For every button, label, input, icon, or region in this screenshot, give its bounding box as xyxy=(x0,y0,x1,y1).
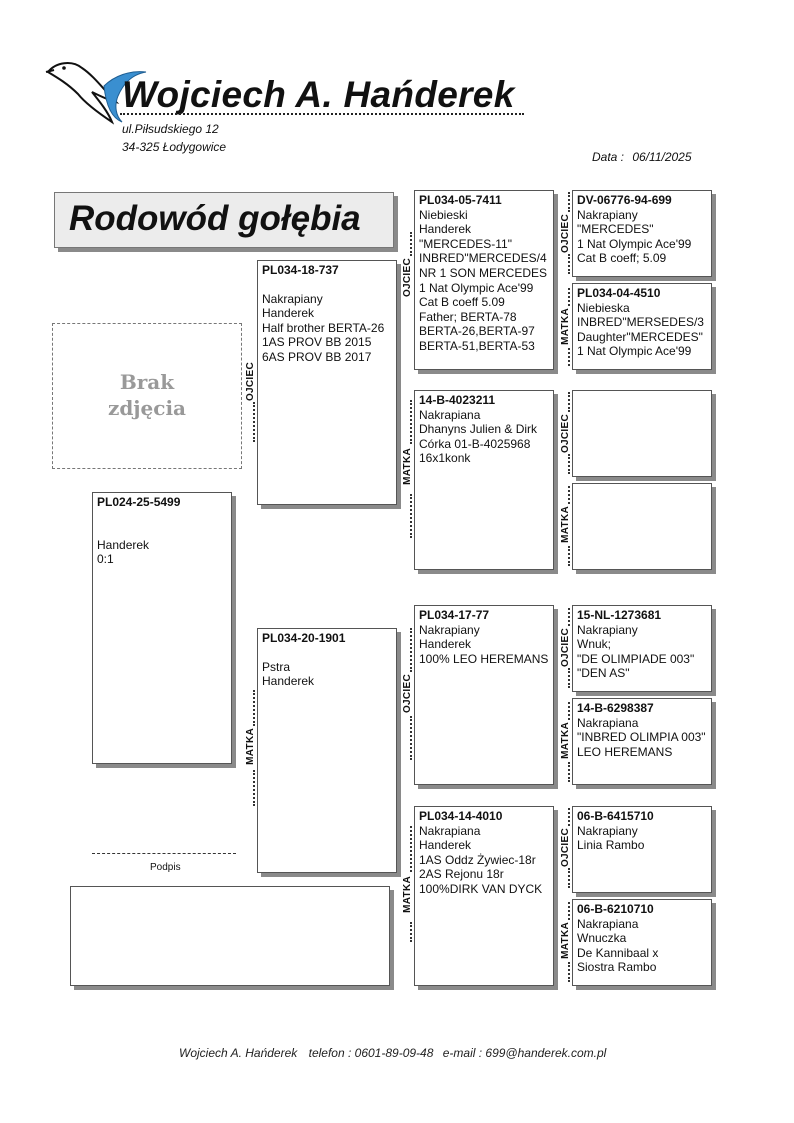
mm-ring: PL034-14-4010 xyxy=(419,809,503,823)
owner-name-heading: Wojciech A. Hańderek xyxy=(122,74,515,115)
fff-line: 1 Nat Olympic Ace'99 xyxy=(577,236,692,251)
mf-ring: PL034-17-77 xyxy=(419,608,490,622)
subject-line: Handerek xyxy=(97,537,150,552)
ffm-line: INBRED"MERSEDES/3 xyxy=(577,315,704,330)
fff-line: Nakrapiany xyxy=(577,207,638,222)
fm-line: 16x1konk xyxy=(419,451,471,466)
mmm-line: Wnuczka xyxy=(577,931,627,946)
mff-box xyxy=(572,605,712,692)
date-row xyxy=(592,150,692,164)
fm-line: Dhanyns Julien & Dirk xyxy=(419,422,538,437)
ff-line: Handerek xyxy=(419,222,472,237)
ff-label: OJCIEC xyxy=(402,258,413,298)
mff-line: Wnuk; xyxy=(577,637,612,652)
fm-box xyxy=(414,390,554,570)
signature-line xyxy=(92,853,236,854)
mmm-label: MATKA xyxy=(560,922,571,959)
fm-ring: 14-B-4023211 xyxy=(419,393,496,407)
fff-line: "MERCEDES" xyxy=(577,222,654,237)
mff-ring: 15-NL-1273681 xyxy=(577,608,662,622)
fmm-box xyxy=(572,483,712,570)
mmf-line: Linia Rambo xyxy=(577,838,645,853)
ff-label-dots-top xyxy=(410,232,412,256)
father-ring: PL034-18-737 xyxy=(262,263,339,277)
mfm-line: LEO HEREMANS xyxy=(577,744,673,759)
mmf-line: Nakrapiany xyxy=(577,823,638,838)
title-box xyxy=(54,192,394,248)
spacer xyxy=(97,510,227,524)
subject-box xyxy=(92,492,232,764)
spacer xyxy=(262,278,392,292)
mff-line: Nakrapiany xyxy=(577,622,638,637)
ff-line: 1 Nat Olympic Ace'99 xyxy=(419,280,534,295)
mfm-line: "INBRED OLIMPIA 003" xyxy=(577,730,706,745)
mff-line: "DEN AS" xyxy=(577,666,630,681)
mm-line: 100%DIRK VAN DYCK xyxy=(419,881,543,896)
fmf-label-dots-top xyxy=(568,392,570,412)
mmf-label-dots-bottom xyxy=(568,868,570,888)
ff-box xyxy=(414,190,554,370)
mmf-ring: 06-B-6415710 xyxy=(577,809,654,823)
ff-line: "MERCEDES-11" xyxy=(419,236,512,251)
mff-label-dots-top xyxy=(568,608,570,626)
mmf-label: OJCIEC xyxy=(560,828,571,868)
date-label: Data : xyxy=(592,150,625,164)
ff-ring: PL034-05-7411 xyxy=(419,193,502,207)
mother-label-dots-top xyxy=(253,690,255,726)
signature-label: Podpis xyxy=(150,862,181,873)
footer xyxy=(179,1046,606,1060)
address-line-1: ul.Piłsudskiego 12 xyxy=(122,122,219,136)
ff-line: BERTA-51,BERTA-53 xyxy=(419,338,535,353)
pedigree-title: Rodowód gołębia xyxy=(69,199,361,238)
ffm-line: Niebieska xyxy=(577,300,630,315)
ffm-line: Daughter"MERCEDES" xyxy=(577,329,703,344)
ff-line: NR 1 SON MERCEDES xyxy=(419,265,548,280)
header-underline xyxy=(120,113,524,115)
fff-line: Cat B coeff; 5.09 xyxy=(577,251,667,266)
ffm-line: 1 Nat Olympic Ace'99 xyxy=(577,344,692,359)
mff-line: "DE OLIMPIADE 003" xyxy=(577,651,695,666)
fmf-box xyxy=(572,390,712,477)
father-line: Nakrapiany xyxy=(262,291,323,306)
ffm-box xyxy=(572,283,712,370)
fm-line: Córka 01-B-4025968 xyxy=(419,436,531,451)
mmm-line: Nakrapiana xyxy=(577,916,639,931)
fm-label-dots-top xyxy=(410,400,412,444)
father-box xyxy=(257,260,397,505)
fmm-label: MATKA xyxy=(560,506,571,543)
ffm-label-dots-top xyxy=(568,288,570,306)
father-line: 6AS PROV BB 2017 xyxy=(262,349,372,364)
mf-label-dots-bottom xyxy=(410,716,412,760)
fm-label: MATKA xyxy=(402,448,413,485)
mother-label-dots-bottom xyxy=(253,770,255,806)
ffm-ring: PL034-04-4510 xyxy=(577,286,661,300)
spacer xyxy=(262,646,392,660)
mfm-line: Nakrapiana xyxy=(577,715,639,730)
subject-line: 0:1 xyxy=(97,552,114,567)
mother-line: Handerek xyxy=(262,674,315,689)
mother-ring: PL034-20-1901 xyxy=(262,631,346,645)
father-line: 1AS PROV BB 2015 xyxy=(262,335,372,350)
fmf-label-dots-bottom xyxy=(568,454,570,474)
mf-line: Handerek xyxy=(419,637,472,652)
date-value: 06/11/2025 xyxy=(632,150,692,164)
mfm-box xyxy=(572,698,712,785)
mm-line: 2AS Rejonu 18r xyxy=(419,867,504,882)
mf-line: 100% LEO HEREMANS xyxy=(419,651,549,666)
ff-line: Father; BERTA-78 xyxy=(419,309,517,324)
mm-label-dots-bottom xyxy=(410,922,412,942)
father-label: OJCIEC xyxy=(245,362,256,402)
fff-label-dots-top xyxy=(568,192,570,212)
fff-ring: DV-06776-94-699 xyxy=(577,193,672,207)
fmf-label: OJCIEC xyxy=(560,414,571,454)
mm-line: Handerek xyxy=(419,838,472,853)
mf-line: Nakrapiany xyxy=(419,622,480,637)
mmm-line: De Kannibaal x xyxy=(577,945,659,960)
mm-line: Nakrapiana xyxy=(419,823,481,838)
mm-line: 1AS Oddz Żywiec-18r xyxy=(419,852,536,867)
subject-ring: PL024-25-5499 xyxy=(97,495,181,509)
mfm-label-dots-top xyxy=(568,702,570,720)
footer-email[interactable]: e-mail : 699@handerek.com.pl xyxy=(442,1046,607,1060)
mf-label-dots-top xyxy=(410,628,412,672)
mmm-ring: 06-B-6210710 xyxy=(577,902,654,916)
fm-line: Nakrapiana xyxy=(419,407,481,422)
father-line: Handerek xyxy=(262,306,315,321)
mfm-ring: 14-B-6298387 xyxy=(577,701,654,715)
mmm-box xyxy=(572,899,712,986)
footer-name: Wojciech A. Hańderek xyxy=(179,1046,298,1060)
mf-box xyxy=(414,605,554,785)
mfm-label-dots-bottom xyxy=(568,762,570,782)
mother-line: Pstra xyxy=(262,659,291,674)
ff-line: Niebieski xyxy=(419,207,468,222)
ff-line: Cat B coeff 5.09 xyxy=(419,295,505,310)
mother-box xyxy=(257,628,397,873)
ff-line: INBRED"MERCEDES/4 xyxy=(419,251,547,266)
footer-phone: telefon : 0601-89-09-48 xyxy=(308,1046,434,1060)
mm-label: MATKA xyxy=(402,876,413,913)
mmf-label-dots-top xyxy=(568,808,570,826)
mfm-label: MATKA xyxy=(560,722,571,759)
fm-label-dots-bottom xyxy=(410,494,412,538)
photo-placeholder xyxy=(52,323,242,469)
ffm-label: MATKA xyxy=(560,308,571,345)
mff-label-dots-bottom xyxy=(568,668,570,688)
mother-label: MATKA xyxy=(245,728,256,765)
fff-box xyxy=(572,190,712,277)
mm-label-dots-top xyxy=(410,826,412,872)
fff-label-dots-bottom xyxy=(568,254,570,274)
mf-label: OJCIEC xyxy=(402,674,413,714)
fmm-label-dots-top xyxy=(568,486,570,504)
mmm-label-dots-top xyxy=(568,902,570,920)
mmm-line: Siostra Rambo xyxy=(577,960,657,975)
photo-placeholder-line2: zdjęcia xyxy=(107,396,187,420)
fff-label: OJCIEC xyxy=(560,214,571,254)
photo-placeholder-line1: Brak xyxy=(119,370,175,394)
spacer xyxy=(97,524,227,538)
mmm-label-dots-bottom xyxy=(568,962,570,982)
ff-line: BERTA-26,BERTA-97 xyxy=(419,324,535,339)
signature-box[interactable] xyxy=(70,886,390,986)
mmf-box xyxy=(572,806,712,893)
father-line: Half brother BERTA-26 xyxy=(262,320,385,335)
fmm-label-dots-bottom xyxy=(568,546,570,566)
address-line-2: 34-325 Łodygowice xyxy=(122,140,227,154)
ffm-label-dots-bottom xyxy=(568,348,570,366)
mff-label: OJCIEC xyxy=(560,628,571,668)
mm-box xyxy=(414,806,554,986)
father-label-dots xyxy=(253,402,255,442)
